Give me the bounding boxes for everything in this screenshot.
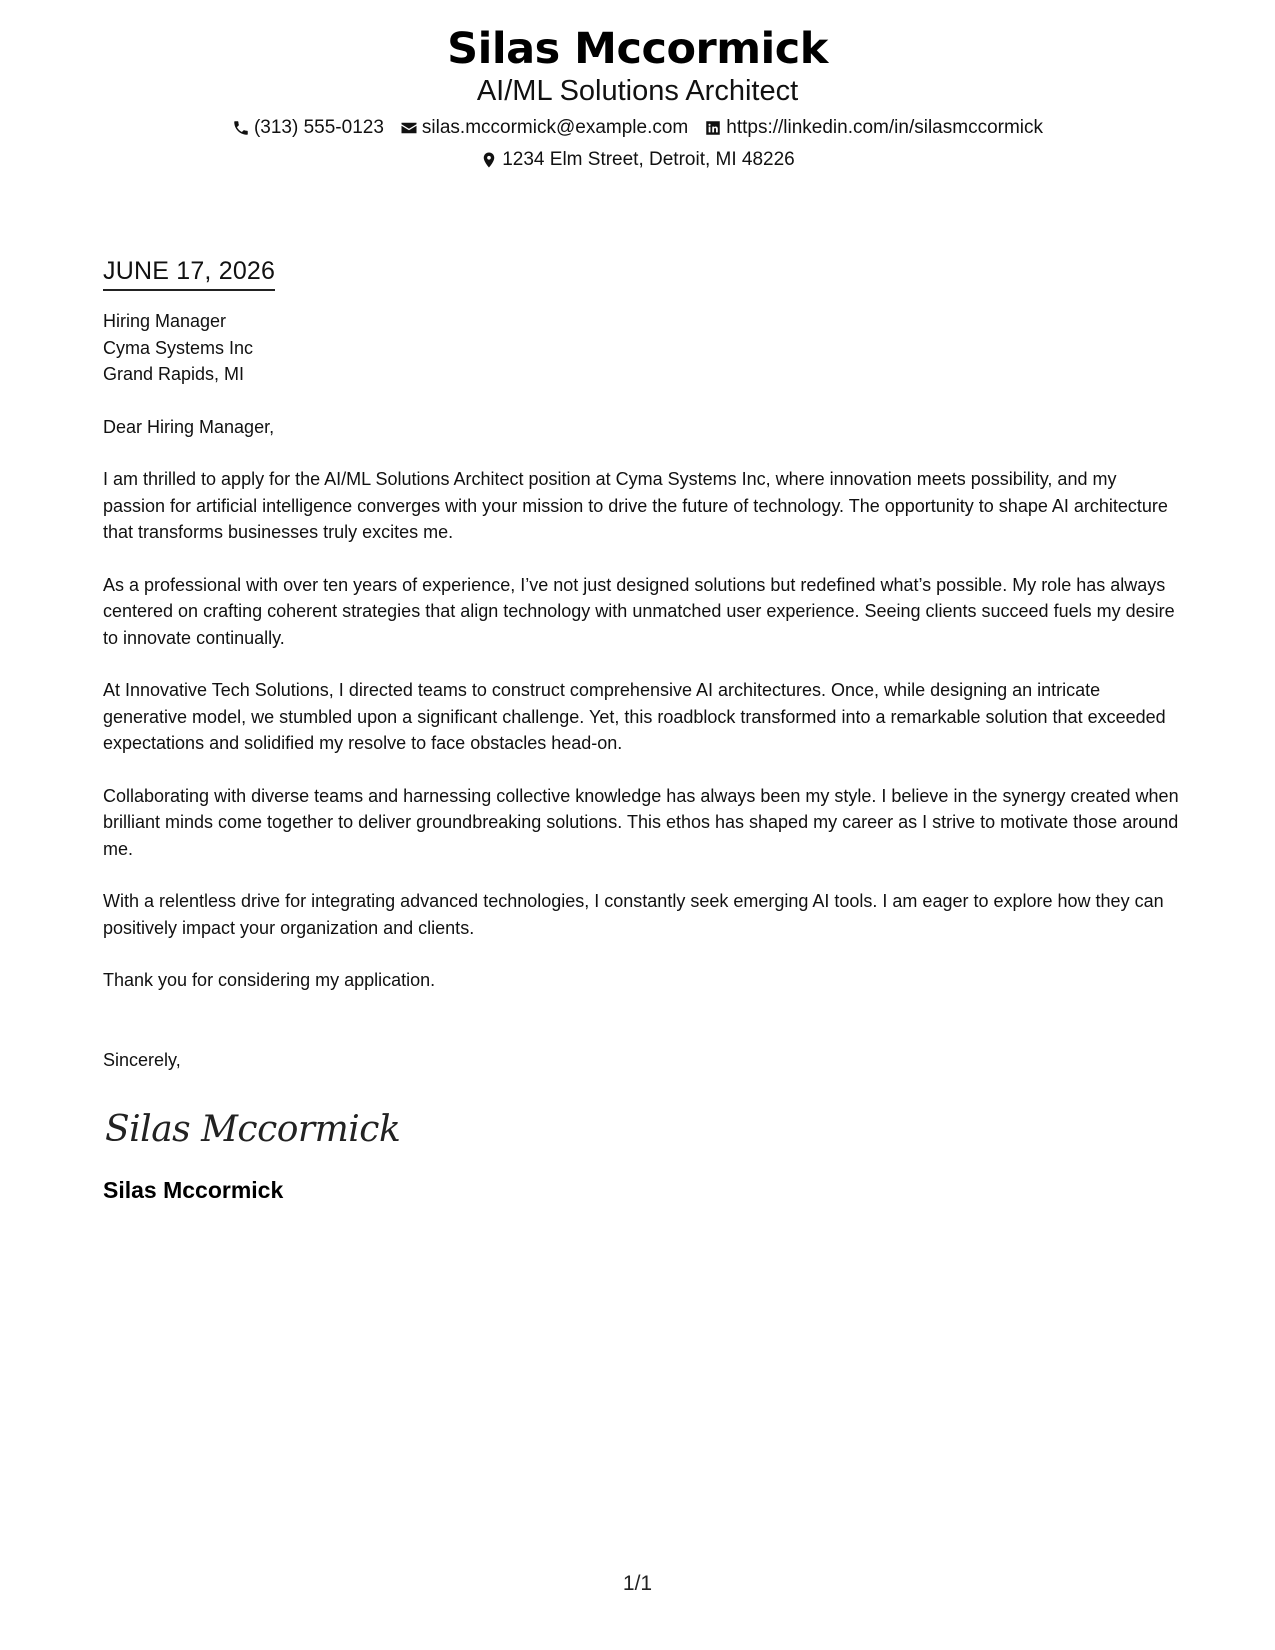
email-link[interactable]: silas.mccormick@example.com: [421, 117, 689, 138]
page-number: 1/1: [622, 1572, 653, 1595]
closing: Sincerely,: [103, 1049, 181, 1070]
address-row: [0, 148, 1275, 172]
handwritten-signature: [103, 1103, 1183, 1153]
contact-phone: [232, 116, 384, 140]
paragraph: At Innovative Tech Solutions, I directed teams to construct comprehensive AI architectures. Once, while designing an intricate generative model, we stumbled upon a significant challenge. Yet, this roadblock transformed into a remarkable solution that exceeded expectations and solidified my resolve to face obstacles head-on.: [103, 680, 1166, 753]
letter-header: [0, 22, 1275, 172]
signed-name: Silas Mccormick: [103, 1177, 284, 1203]
applicant-name: Silas Mccormick: [447, 24, 828, 74]
address-text: 1234 Elm Street, Detroit, MI 48226: [502, 149, 795, 170]
contact-linkedin[interactable]: [704, 116, 1043, 140]
linkedin-icon: [704, 119, 722, 137]
recipient-block: [103, 308, 1183, 388]
paragraph: With a relentless drive for integrating advanced technologies, I constantly seek emerging AI tools. I am eager to explore how they can positively impact your organization and clients.: [103, 891, 1164, 938]
contact-email[interactable]: [400, 116, 688, 140]
recipient-title: Hiring Manager: [103, 311, 227, 331]
contact-row: [0, 116, 1275, 140]
linkedin-link[interactable]: https://linkedin.com/in/silasmccormick: [726, 117, 1044, 138]
recipient-company: Cyma Systems Inc: [103, 337, 254, 358]
paragraph: I am thrilled to apply for the AI/ML Solutions Architect position at Cyma Systems Inc, where innovation meets possibility, and my passion for artificial intelligence converges with your mission to drive the future of technology. The opportunity to shape AI architecture that transforms businesses truly excites me.: [103, 469, 1168, 542]
phone-text: (313) 555-0123: [253, 117, 384, 138]
recipient-location: Grand Rapids, MI: [103, 364, 245, 384]
paragraph: Thank you for considering my application.: [103, 970, 436, 990]
letter-body: [103, 254, 1183, 1205]
paragraph: Collaborating with diverse teams and harnessing collective knowledge has always been my style. I believe in the synergy created when brilliant minds come together to deliver groundbreaking solutions. This ethos has shaped my career as I strive to motivate those around me.: [103, 785, 1179, 859]
signature-image: [103, 1103, 423, 1153]
signature-text: Silas Mccormick: [105, 1109, 401, 1150]
salutation: Dear Hiring Manager,: [103, 416, 275, 437]
paragraph: As a professional with over ten years of experience, I’ve not just designed solutions but redefined what’s possible. My role has always centered on crafting coherent strategies that align technology with unmatched user experience. Seeing clients succeed fuels my desire to innovate continually.: [103, 574, 1175, 648]
envelope-icon: [400, 119, 418, 137]
applicant-role: AI/ML Solutions Architect: [476, 75, 799, 107]
letter-date: JUNE 17, 2026: [103, 254, 275, 291]
map-marker-icon: [480, 151, 498, 169]
phone-icon: [232, 119, 250, 137]
contact-address: [480, 148, 795, 172]
